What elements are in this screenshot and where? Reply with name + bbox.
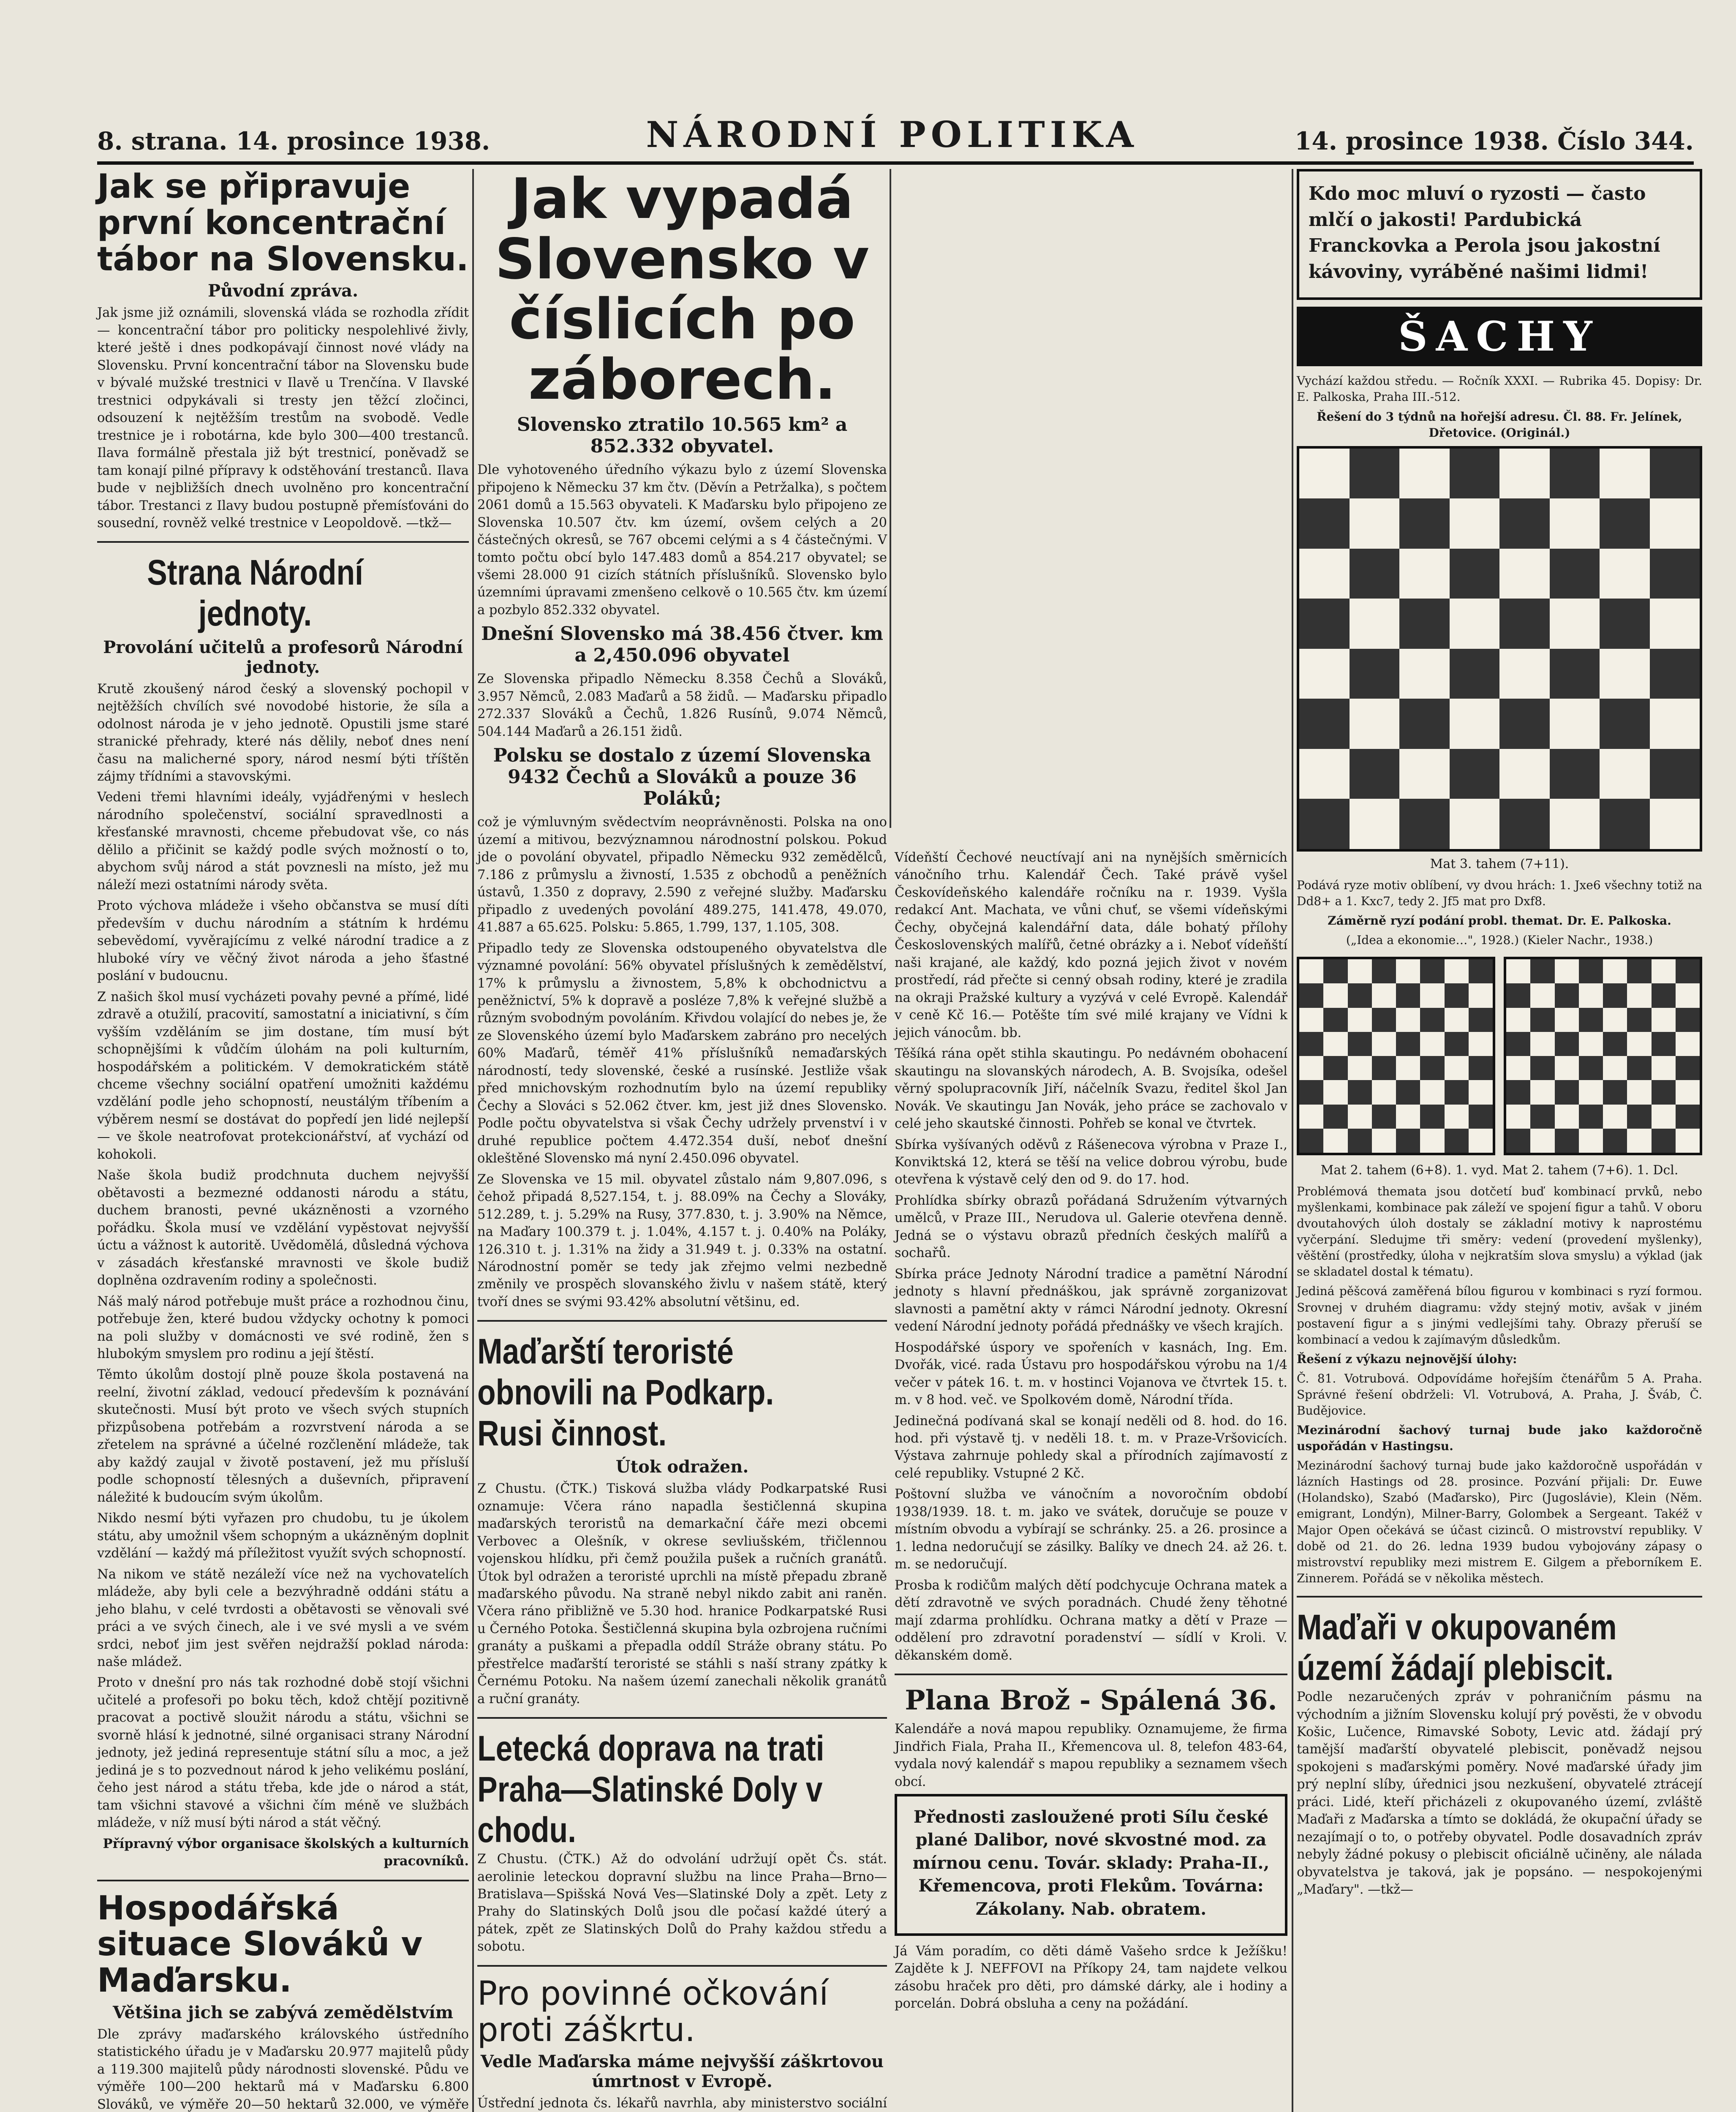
chess-square [1555,1129,1579,1153]
chess-square [1420,1105,1444,1129]
chess-square [1299,1105,1323,1129]
chess-square [1603,1008,1627,1032]
chess-square [1450,549,1500,599]
article-paragraph: Těmto úkolům dostojí plně pouze škola postavená na reelní, životní základ, vedoucí především k poznávání skutečnosti. Musí být proto ve všech svých stupních přizpůsobena potřebám a rozvrstvení národa a se zřetelem na správné a účelné rozčlenění mládeže, tak aby každý zaujal v životě postavení, jež mu přísluší podle schopností tělesných a duševních, připravení náležité k budoucím svým úkolům. [97,1367,469,1505]
chess-square [1299,498,1350,549]
chess-square [1469,1032,1493,1056]
chess-square [1530,1008,1554,1032]
chess-square [1348,983,1372,1007]
chess-heading: Řešení z výkazu nejnovější úlohy: [1297,1352,1517,1366]
chess-heading: Záměrně ryzí podání probl. themat. Dr. E. Palkoska. [1328,913,1671,928]
chess-square [1350,599,1400,649]
chess-square [1650,749,1700,799]
chess-square [1550,699,1600,749]
chess-square [1323,1080,1347,1104]
chess-square [1450,749,1500,799]
chess-square [1323,1056,1347,1080]
chess-square [1445,1105,1469,1129]
chess-square [1652,1129,1676,1153]
chess-caption: Mat 2. tahem (6+8). 1. vyd. Mat 2. tahem (7+6). 1. Dcl. [1320,1163,1679,1178]
chess-text: Podává ryze motiv oblíbení, vy dvou hrách: 1. Jxe6 všechny totiž na Dd8+ a 1. Kxc7, tedy 2. Jf5 mat pro Dxf8. [1297,878,1702,908]
chess-square [1372,959,1396,983]
chess-square [1396,1129,1420,1153]
chess-square [1323,1032,1347,1056]
chess-square [1445,1080,1469,1104]
chess-square [1350,749,1400,799]
article-kicker: Vedle Maďarska máme nejvyšší záškrtovou úmrtnost v Evropě. [480,2052,884,2092]
article-kicker: Původní zpráva. [207,281,358,301]
chess-square [1445,1032,1469,1056]
article-title: Maďaři v okupovaném území žádají plebiscit. [1297,1607,1617,1688]
chess-square [1469,1129,1493,1153]
chess-square [1399,449,1450,499]
chess-square [1600,649,1650,699]
chess-square [1555,1008,1579,1032]
chess-square [1579,1056,1603,1080]
chess-square [1600,799,1650,849]
article-paragraph: Z našich škol musí vycházeti povahy pevné a přímé, lidé zdravě a otužilí, pracovití, samostatní a iniciativní, s čím vyšším vzděláním se jim dostane, tím musí být schopnějšími k vůdčím úlohám na poli kulturním, hospodářském a politickém. V demokratickém státě chceme všechny sociální opatření umožniti každému vzdělání podle jeho schopností, neustálým tříbením a výběrem nesmí se dostávat do popředí jen lidé nejlepší — ve škole neatrofovat protekcionářství, ať vychází od kohokoli. [97,989,469,1162]
divider [895,1674,1287,1675]
chess-square [1555,983,1579,1007]
chess-square [1372,1129,1396,1153]
chess-square [1350,649,1400,699]
article-paragraph: Vedeni třemi hlavními ideály, vyjádřenými v heslech národního společenství, sociální spravedlnosti a křesťanské mravnosti, chceme přebudovat vše, co nás dělilo a přičinit se každý podle svých možností o to, abychom svůj národ a stát povznesli na místo, jež mu náleží mezi ostatními národy světa. [97,790,469,893]
lead-subheadline: Slovensko ztratilo 10.565 km² a 852.332 obyvatel. [517,414,848,457]
article-body: Z Chustu. (ČTK.) Až do odvolání udržují opět Čs. stát. aerolinie leteckou dopravní službu na lince Praha—Brno—Bratislava—Spišská Nová Ves—Slatinské Doly a zpět. Lety z Prahy do Slatinských Dolů jsou dle počasí každé úterý a pátek, zpět ze Slatinských Dolů do Prahy každou středu a sobotu. [477,1852,887,1954]
chess-square [1650,449,1700,499]
article-paragraph: Proto v dnešní pro nás tak rozhodné době stojí všichni učitelé a profesoři po boku těch, kdož chtějí pozitivně pracovat a poctivě sloužit národu a státu, všichni se svorně hlásí k jednotné, silné organisaci strany Národní jednoty, jež jediná representuje státní sílu a moc, a jež jediná je s to pozvednout národ k jeho velikému poslání, čeho jest národ a státu třeba, kde jde o národ a stát, tam všichni stavové a všichni čím méně ve službách mládeže, v níž musí býti národ a stát věčný. [97,1675,469,1831]
chess-square [1652,1080,1676,1104]
chess-square [1600,449,1650,499]
chess-square [1399,549,1450,599]
chess-square [1396,959,1420,983]
chess-square [1372,1080,1396,1104]
chess-square [1399,749,1450,799]
chess-square [1372,1032,1396,1056]
chess-square [1579,1080,1603,1104]
masthead [97,106,1694,165]
chess-square [1506,1032,1530,1056]
article-kicker: Provolání učitelů a profesorů Národní jednoty. [103,637,463,677]
chess-square [1650,799,1700,849]
chess-square [1506,1129,1530,1153]
chess-square [1555,1056,1579,1080]
chess-square [1530,983,1554,1007]
advert-text: Kdo moc mluví o ryzosti — často mlčí o jakosti! Pardubická Franckovka a Perola jsou jakostní kávoviny, vyráběné našimi lidmi! [1309,183,1660,283]
chess-square [1348,1056,1372,1080]
chess-problem-head: Řešení do 3 týdnů na hořejší adresu. Čl. 88. Fr. Jelínek, Dřetovice. (Originál.) [1317,409,1682,440]
article-paragraph: Připadlo tedy ze Slovenska odstoupeného obyvatelstva dle významné povolání: 56% obyvatel příslušných k zemědělství, 17% k průmyslu a živnostem, 5,8% k obchodnictvu a peněžnictví, 5% k dopravě a posléze 7,8% k veřejné službě a různým svobodným povoláním. Křivdou volající do nebes je, že ze Slovenského území bylo Maďarskem zabráno pro necelých 60% Maďarů, téměř 41% příslušníků nemaďarských národností, tedy slovenské, české a rusínské. Jestliže však před mnichovským rozhodnutím bylo na území republiky Čechy a Slováci s 52.062 čtver. km, jest již dnes Slovensko. Podle počtu obyvatelstva si však Čechy udržely prvenství i v druhé republice počtem 4.472.354 duší, neboť dnešní okleštěné Slovensko má nyní 2.450.096 obyvatel. [477,941,887,1166]
chess-square [1299,649,1350,699]
column-rule [890,169,891,828]
chess-square [1530,959,1554,983]
article-paragraph: Naše škola budiž prodchnuta duchem nejvyšší obětavosti a bezmezné oddanosti národu a státu, duchem branosti, pevné ukázněnosti a vzorného pořádku. Škola musí ve vzdělání vypěstovat nejvyšší úctu a vážnost k autoritě. Uvědomělá, důsledná výchova v zásadách křesťanské mravnosti ve škole budiž doplněna ozdravením rodiny a společnosti. [97,1168,469,1288]
chess-square [1499,549,1550,599]
column-rule [472,169,474,2112]
advert-body: Já Vám poradím, co děti dámě Vašeho srdce k Ježíšku! Zajděte k J. NEFFOVI na Příkopy 24, tam najdete velkou zásobu hraček pro děti, pro dámské dárky, ale i hodiny a porcelán. Dobrá obsluha a ceny na požádání. [895,1943,1287,2011]
article-paragraph: Na nikom ve státě nezáleží více než na vychovatelích mládeže, aby byli cele a bezvýhradně oddáni státu a jeho blahu, v celé tvrdosti a obětavosti se věnovali své práci a ve svých činech, ale i ve své mysli a ve svém srdci, neboť jim jest svěřen nejdražší poklad národa: naše mládež. [97,1567,469,1669]
chess-square [1627,983,1651,1007]
chess-square [1299,1032,1323,1056]
article-signature: Přípravný výbor organisace školských a kulturních pracovníků. [103,1836,469,1869]
chess-heading: Mezinárodní šachový turnaj bude jako každoročně uspořádán v Hastingsu. [1297,1423,1702,1453]
article-title: Jak se připravuje první koncentrační tábor na Slovensku. [97,168,469,278]
chess-square [1399,498,1450,549]
masthead-right: 14. prosince 1938. Číslo 344. [1295,127,1694,155]
column-1 [97,169,469,2112]
chess-square [1420,959,1444,983]
chess-square [1499,599,1550,649]
chess-square [1627,959,1651,983]
chess-square [1469,1008,1493,1032]
chess-square [1627,1105,1651,1129]
chess-square [1450,599,1500,649]
chess-square [1445,959,1469,983]
chess-square [1530,1032,1554,1056]
article-paragraph: Krutě zkoušený národ český a slovenský pochopil v nejtěžších chvílích své novodobé historie, že síla a odolnost národa je v jeho jednotě. Opustili jsme staré stranické přehrady, které nás dělily, neboť dnes není času na malicherné spory, národ nesmí býti tříštěn zájmy třídními a stavovskými. [97,681,469,784]
chess-square [1550,649,1600,699]
chess-square [1650,498,1700,549]
chess-square [1350,449,1400,499]
chess-square [1299,799,1350,849]
chess-square [1499,498,1550,549]
chess-square [1350,549,1400,599]
chess-square [1627,1080,1651,1104]
divider [477,1717,887,1719]
news-item: Poštovní služba ve vánočním a novoročním období 1938/1939. 18. t. m. jako ve svátek, doručuje se pouze v místním obvodu a vybírají se schránky. 25. a 26. prosince a 1. ledna nedoručují se zásilky. Balíky ve dnech 24. až 26. t. m. se nedoručují. [895,1487,1287,1572]
chess-square [1506,983,1530,1007]
chess-square [1396,1008,1420,1032]
chess-text: Problémová themata jsou dotčetí buď kombinací prvků, nebo myšlenkami, kombinace pak záleží ve spojení figur a tahů. V oboru dvoutahových úloh dostaly se základní motivy k naprostému vyčerpání. Sledujme tři směry: vedení (provedení myšlenky), věštění (prostředky, úloha v nejkratším slova smyslu) a výklad (jak se skladatel dostal k tématu). [1297,1184,1702,1279]
chess-square [1530,1080,1554,1104]
chess-square [1399,699,1450,749]
chess-square [1499,649,1550,699]
article-body: Podle nezaručených zpráv v pohraničním pásmu na východním a jižním Slovensku kolují prý pověsti, že v obvodu Košic, Lučence, Rimavské Soboty, Levic atd. žádají prý tamější maďarští obyvatelé plebiscit, poněvadž nejsou spokojeni s maďarskými poměry. Nové maďarské úřady jim prý neplní slíby, úřednici jsou nezkušení, obyvatelé ztrácejí práci. Lidé, kteří přicházeli z okupovaného území, zvláště Maďaři z Maďarska a tímto se dokládá, že okupační úřady se nezajímají o to, o potřeby obyvatel. Podle dosavadních zpráv nebyly žádné pokusy o plebiscit oficiálně učiněny, ale nálada obyvatelstva je taková, jak je popsáno. — nespokojenými „Maďary". —tkž— [1297,1690,1702,1897]
chess-square [1676,1032,1700,1056]
column-2 [477,166,887,2112]
chess-square [1499,449,1550,499]
chess-square [1348,1129,1372,1153]
chess-square [1499,699,1550,749]
chess-square [1420,1032,1444,1056]
chess-board-pair [1297,952,1702,1160]
chess-board [1504,957,1702,1155]
chess-square [1652,1008,1676,1032]
divider [97,1880,469,1881]
chess-square [1506,1056,1530,1080]
chess-square [1579,1032,1603,1056]
news-item: Těšíká rána opět stihla skautingu. Po nedávném obohacení skautingu na slovanských národech, A. B. Svojsíka, odešel věrný spolupracovník Jiří, náčelník Svazu, ředitel škol Jan Novák. Ve skautingu Jan Novák, jeho práce se zachovalo v celé jeho skautské činnosti. Pohřeb se konal ve čtvrtek. [895,1046,1287,1132]
chess-square [1445,1056,1469,1080]
article-paragraph: Náš malý národ potřebuje mušt práce a rozhodnou činu, potřebuje žen, které budou vždycky ochotny k pomoci na poli služby v domácnosti ve své rodině, žen s hlubokým smyslem pro rodinu a její štěstí. [97,1294,469,1362]
article-body: Jak jsme již oznámili, slovenská vláda se rozhodla zřídit — koncentrační tábor pro politicky nespolehlivé živly, které ještě i dnes podkopávají činnost nové vlády na Slovensku. První koncentrační tábor na Slovensku bude v bývalé mužské trestnici v Ilavě u Trenčína. V Ilavské trestnici odpykávali si tresty jen těžcí zločinci, odsouzení k nejtěžším trestům na svobodě. Vedle trestnice je i robotárna, kde bylo 300—400 trestanců. Ilava formálně přestala již být trestnicí, poněvadž se tam konají pilné přípravy k odstěhování trestanců. Ilava bude v nejbližších dnech uvolněno pro koncentrační tábor. Trestanci z Ilavy budou postupně přemísťováni do sousední, rovněž velké trestnice v Leopoldově. —tkž— [97,305,469,531]
chess-square [1469,983,1493,1007]
chess-square [1627,1032,1651,1056]
chess-square [1348,1105,1372,1129]
divider [477,1320,887,1322]
chess-square [1299,983,1323,1007]
chess-section-title: ŠACHY [1297,307,1702,366]
chess-square [1299,749,1350,799]
chess-square [1676,1056,1700,1080]
chess-square [1299,699,1350,749]
advert-title: Plana Brož - Spálená 36. [905,1685,1277,1717]
chess-square [1550,549,1600,599]
chess-square [1579,959,1603,983]
chess-square [1676,1105,1700,1129]
chess-square [1350,699,1400,749]
chess-square [1396,983,1420,1007]
chess-square [1652,959,1676,983]
chess-text: Jediná pěšcová zaměřená bílou figurou v kombinaci s ryzí formou. Srovnej v druhém diagramu: vždy stejný motiv, avšak v jiném postavení figur a s jinými vedlejšími tahy. Obrazy přeruší se kombinací a vedou k zajímavým důsledkům. [1297,1284,1702,1347]
article-subhead: Polsku se dostalo z území Slovenska 9432 Čechů a Slováků a pouze 36 Poláků; [493,745,871,810]
chess-caption: Mat 3. tahem (7+11). [1430,856,1569,871]
chess-square [1650,649,1700,699]
news-item: Prosba k rodičům malých dětí podchycuje Ochrana matek a dětí zdravotně ve svých poradnách. Chudé ženy těhotné mají zdarma prohlídku. Ochrana matky a dětí v Praze — oddělení pro zdravotní poradenství — sídlí v Kroli. V. děkanském domě. [895,1578,1287,1663]
chess-square [1420,1008,1444,1032]
column-4 [1297,169,1702,1902]
chess-square [1396,1056,1420,1080]
chess-square [1603,1080,1627,1104]
chess-text: Č. 81. Votrubová. Odpovídáme hořejším čtenářům 5 A. Praha. Správné řešení obdrželi: Vl. Votrubová, A. Praha, J. Šváb, Č. Budějovice. [1297,1371,1702,1418]
chess-source: („Idea a ekonomie…", 1928.) (Kieler Nachr., 1938.) [1346,933,1653,947]
chess-square [1323,1129,1347,1153]
chess-square [1469,1105,1493,1129]
chess-square [1600,699,1650,749]
chess-square [1506,959,1530,983]
chess-square [1550,449,1600,499]
chess-square [1676,983,1700,1007]
chess-square [1469,959,1493,983]
chess-square [1299,549,1350,599]
chess-square [1652,1105,1676,1129]
lead-headline: Jak vypadá Slovensko v číslicích po záborech. [495,166,870,412]
chess-square [1579,983,1603,1007]
advert-box [1297,169,1702,300]
chess-square [1627,1129,1651,1153]
chess-square [1600,549,1650,599]
chess-square [1323,983,1347,1007]
news-item: Vídeňští Čechové neuctívají ani na nynějších směrnicích vánočního trhu. Kalendář Čech. Také právě vyšel Českovídeňského kalendáře ročníku na r. 1939. Vyšla redakcí Ant. Machata, ve vůni chuť, se všemi vídeňskými Čechy, obyčejná kalendářní data, dále bohatý přílohy Československých malířů, četné obrázky a i. Neboť vídeňští naši krajané, ale každý, kdo pozná jejich život v novém prostředí, rád přečte si cenný obsah rodiny, které je zradila na okraji Pražské kultury a vyzývá v celé Evropě. Kalendář v ceně Kč 16.— Potěšte tím své milé krajany ve Vídni k jejich vánocům. bb. [895,850,1287,1040]
chess-square [1600,599,1650,649]
chess-square [1652,1032,1676,1056]
article-kicker: Většina jich se zabývá zemědělstvím [112,2003,454,2022]
chess-square [1579,1105,1603,1129]
chess-square [1650,599,1700,649]
chess-square [1396,1080,1420,1104]
chess-square [1372,1008,1396,1032]
chess-square [1396,1032,1420,1056]
chess-square [1299,449,1350,499]
chess-square [1650,549,1700,599]
chess-square [1348,1008,1372,1032]
masthead-paper-name: NÁRODNÍ POLITIKA [646,114,1139,155]
divider [477,1965,887,1967]
article-title: Hospodářská situace Slováků v Maďarsku. [97,1889,423,2000]
chess-square [1603,959,1627,983]
chess-square [1555,959,1579,983]
news-item: Sbírka práce Jednoty Národní tradice a pamětní Národní jednoty s hlavní přednáškou, jak správně zorganizovat slavnosti a pamětní akty v rámci Národní jednoty. Okresní vedení Národní jednoty pořádá přednášky ve všech krajích. [895,1266,1287,1334]
chess-square [1600,498,1650,549]
chess-square [1399,649,1450,699]
divider [1297,1596,1702,1598]
chess-square [1600,749,1650,799]
chess-text: Mezinárodní šachový turnaj bude jako každoročně uspořádán v lázních Hastings od 28. prosince. Pozvání přijali: Dr. Euwe (Holandsko), Szabó (Maďarsko), Pirc (Jugoslávie), Klein (Něm. emigrant, Londýn), Milner-Barry, Golombek a Sergeant. Takéž v Major Open očekává se účast cizinců. O mistrovství republiky. V době od 21. do 26. ledna 1939 budou vybojovány zápasy o mistrovství republiky mezi mistrem E. Gilgem a přeborníkem E. Zinnerem. Pořádá se v několika městech. [1297,1459,1702,1585]
article-title: Strana Národní jednoty. [147,552,363,634]
chess-square [1450,498,1500,549]
chess-square [1323,959,1347,983]
chess-square [1399,599,1450,649]
chess-square [1420,1129,1444,1153]
chess-square [1550,799,1600,849]
chess-square [1372,983,1396,1007]
chess-square [1445,983,1469,1007]
chess-square [1530,1129,1554,1153]
chess-square [1350,799,1400,849]
chess-square [1550,749,1600,799]
chess-square [1450,649,1500,699]
column-3 [895,849,1287,2016]
chess-square [1652,1056,1676,1080]
chess-square [1499,799,1550,849]
chess-square [1579,1129,1603,1153]
chess-square [1420,983,1444,1007]
chess-square [1676,1008,1700,1032]
chess-square [1323,1105,1347,1129]
chess-square [1652,983,1676,1007]
chess-square [1550,498,1600,549]
chess-square [1420,1056,1444,1080]
advert-body: Kalendáře a nová mapou republiky. Oznamujeme, že firma Jindřich Fiala, Praha II., Křemencova ul. 8, telefon 483-64, vydala nový kalendář s mapou republiky a seznamem všech obcí. [895,1722,1287,1789]
chess-square [1650,699,1700,749]
article-paragraph: Dle vyhotoveného úředního výkazu bylo z území Slovenska připojeno k Německu 37 km čtv. (Děvín a Petržalka), s počtem 2061 domů a 15.563 obyvateli. K Maďarsku bylo připojeno ze Slovenska 10.507 čtv. km území, ovšem celých a 20 částečných okresů, se 767 obcemi celými a s 4 částečnými. V tomto počtu obcí bylo 147.483 domů a 854.217 obyvatel; se všemi 28.000 91 cizích státních příslušníků. Slovensko bylo územními úpravami zmenšeno celkově o 10.565 čtv. km území a pozbylo 852.332 obyvatel. [477,463,887,618]
chess-square [1555,1032,1579,1056]
chess-square [1603,1129,1627,1153]
chess-square [1469,1080,1493,1104]
article-paragraph: Nikdo nesmí býti vyřazen pro chudobu, tu je úkolem státu, aby umožnil všem schopným a ukázněným doplnit vzdělání — každý má příležitost využít svých schopností. [97,1511,469,1561]
chess-square [1506,1105,1530,1129]
chess-square [1299,959,1323,983]
chess-square [1299,1008,1323,1032]
advert-box [895,1794,1287,1936]
article-kicker: Útok odražen. [615,1457,749,1477]
article-paragraph: což je výmluvným svědectvím neoprávněnosti. Polska na ono území a mitivou, bezvýznamnou národnostní polskou. Pokud jde o povolání obyvatel, připadlo Německu 932 zemědělců, 7.186 z průmyslu a živností, 1.535 z obchodů a peněžních ústavů, 1.350 z dopravy, 2.590 z veřejné služby. Maďarsku připadlo z uvedených povolání 489.275, 141.478, 49.070, 41.887 a 65.625. Polsku: 5.865, 1.799, 137, 1.105, 308. [477,815,887,935]
chess-square [1450,799,1500,849]
chess-square [1445,1008,1469,1032]
news-item: Sbírka vyšívaných oděvů z Rášenecova výrobna v Praze I., Konviktská 12, která se těší na velice dobrou výrobu, bude otevřena k výstavě celý den od 9. do 17. hod. [895,1137,1287,1187]
article-title: Letecká doprava na trati Praha—Slatinské Doly v chodu. [477,1728,824,1850]
chess-square [1627,1056,1651,1080]
chess-square [1469,1056,1493,1080]
chess-square [1350,498,1400,549]
article-paragraph: Ze Slovenska připadlo Německu 8.358 Čechů a Slováků, 3.957 Němců, 2.083 Maďarů a 58 židů. — Maďarsku připadlo 272.337 Slováků a Čechů, 1.826 Rusínů, 9.074 Němců, 504.144 Maďarů a 26.151 židů. [477,672,887,739]
news-item: Hospodářské úspory ve spořeních v kasnách, Ing. Em. Dvořák, vicé. rada Ústavu pro hospodářskou výrobu na 1/4 večer v pátek 16. t. m. v hostinci Vojanova ve čtvrtek 15. t. m. v 8 hod. več. ve Spolkovém domě, Národní třída. [895,1340,1287,1408]
article-body: Dle zprávy maďarského královského ústředního statistického úřadu je v Maďarsku 20.977 majitelů půdy a 119.300 majitelů půdy národnosti slovenské. Půdu ve výměře 100—200 hektarů má v Maďarsku 6.800 Slováků, ve výměře 20—50 hektarů 32.000, ve výměře [97,2027,469,2112]
chess-square [1499,749,1550,799]
masthead-left: 8. strana. 14. prosince 1938. [97,127,490,155]
chess-square [1450,699,1500,749]
chess-square [1555,1080,1579,1104]
chess-square [1323,1008,1347,1032]
column-rule [1292,169,1293,2112]
chess-square [1299,1129,1323,1153]
chess-square [1348,959,1372,983]
chess-intro: Vychází každou středu. — Ročník XXXI. — Rubrika 45. Dopisy: Dr. E. Palkoska, Praha III.-512. [1297,374,1702,404]
news-item: Prohlídka sbírky obrazů pořádaná Sdružením výtvarných umělců, v Praze III., Nerudova ul. Galerie otevřena denně. Jedná se o výstavu obrazů předních českých malířů a sochařů. [895,1193,1287,1261]
chess-square [1603,983,1627,1007]
chess-square [1676,1129,1700,1153]
article-body: Z Chustu. (ČTK.) Tisková služba vlády Podkarpatské Rusi oznamuje: Včera ráno napadla šestičlenná skupina maďarských teroristů na demarkační čáře mezi obcemi Verbovec a Olešník, v okrese sevliušském, třičlennou vojenskou hlídku, při čemž použila pušek a ručních granátů. Útok byl odražen a teroristé uprchli na místě přepadu zbraně maďarského původu. Na straně nebyl nikdo zabit ani raněn. Včera ráno přibližně ve 5.30 hod. hranice Podkarpatské Rusi u Černého Potoka. Šestičlenná skupina byla ozbrojena ručními granáty a puškami a přepadla oddíl Stráže obrany státu. Po přestřelce maďarští teroristé se stáhli s naší strany zpátky k Černému Potoku. Na našem území zanechali několik granátů a ruční granáty. [477,1481,887,1706]
chess-square [1530,1056,1554,1080]
news-item: Jedinečná podívaná skal se konají neděli od 8. hod. do 16. hod. při výstavě tj. v neděli 18. t. m. v Praze-Vršovicích. Výstava zahrnuje pohledy skal a přírodních zajímavostí z celé republiky. Vstupné 2 Kč. [895,1413,1287,1481]
chess-square [1555,1105,1579,1129]
chess-square [1372,1056,1396,1080]
chess-square [1676,959,1700,983]
article-subhead: Dnešní Slovensko má 38.456 čtver. km a 2,450.096 obyvatel [481,623,883,667]
chess-square [1506,1080,1530,1104]
chess-square [1299,599,1350,649]
chess-square [1396,1105,1420,1129]
chess-square [1603,1105,1627,1129]
chess-square [1420,1080,1444,1104]
chess-square [1399,799,1450,849]
article-title: Pro povinné očkování proti záškrtu. [477,1974,829,2049]
chess-board [1297,446,1702,852]
chess-square [1445,1129,1469,1153]
divider [97,541,469,543]
chess-square [1299,1080,1323,1104]
chess-square [1299,1056,1323,1080]
chess-square [1348,1032,1372,1056]
advert-text: Přednosti zasloužené proti Sílu české plané Dalibor, nové skvostné mod. za mírnou cenu. Továr. sklady: Praha-II., Křemencova, proti Flekům. Továrna: Zákolany. Nab. obratem. [912,1807,1270,1919]
chess-square [1506,1008,1530,1032]
chess-square [1348,1080,1372,1104]
article-paragraph: Proto výchova mládeže i všeho občanstva se musí díti především v duchu národním a státním k hrdému sebevědomí, vyvěrajícímu z velké národní tradice a z hluboké víry ve věčný život národa a jeho šťastné poslání v budoucnu. [97,898,469,984]
article-body: Ústřední jednota čs. lékařů navrhla, aby ministerstvo sociální [477,2096,887,2111]
article-paragraph: Ze Slovenska ve 15 mil. obyvatel zůstalo nám 9,807.096, s čehož připadá 8,527.154, t. j. 88.09% na Čechy a Slováky, 512.289, t. j. 5.29% na Rusy, 377.830, t. j. 3.90% na Němce, na Maďary 100.379 t. j. 1.04%, 4.157 t. j. 0.40% na Poláky, 126.310 t. j. 1.31% na židy a 31.949 t. j. 0.33% na ostatní. Národnostní poměr se tedy jak zřejmo velmi nezbedně změnily ve prospěch slovanského živlu v našem státě, který tvoří dnes se svými 93.42% absolutní většinu, ed. [477,1172,887,1309]
chess-square [1676,1080,1700,1104]
chess-square [1450,449,1500,499]
article-title: Maďarští teroristé obnovili na Podkarp. Rusi činnost. [477,1331,774,1453]
chess-square [1603,1032,1627,1056]
chess-square [1579,1008,1603,1032]
chess-board [1297,957,1495,1155]
chess-square [1550,599,1600,649]
chess-square [1627,1008,1651,1032]
chess-square [1530,1105,1554,1129]
chess-square [1603,1056,1627,1080]
chess-square [1372,1105,1396,1129]
